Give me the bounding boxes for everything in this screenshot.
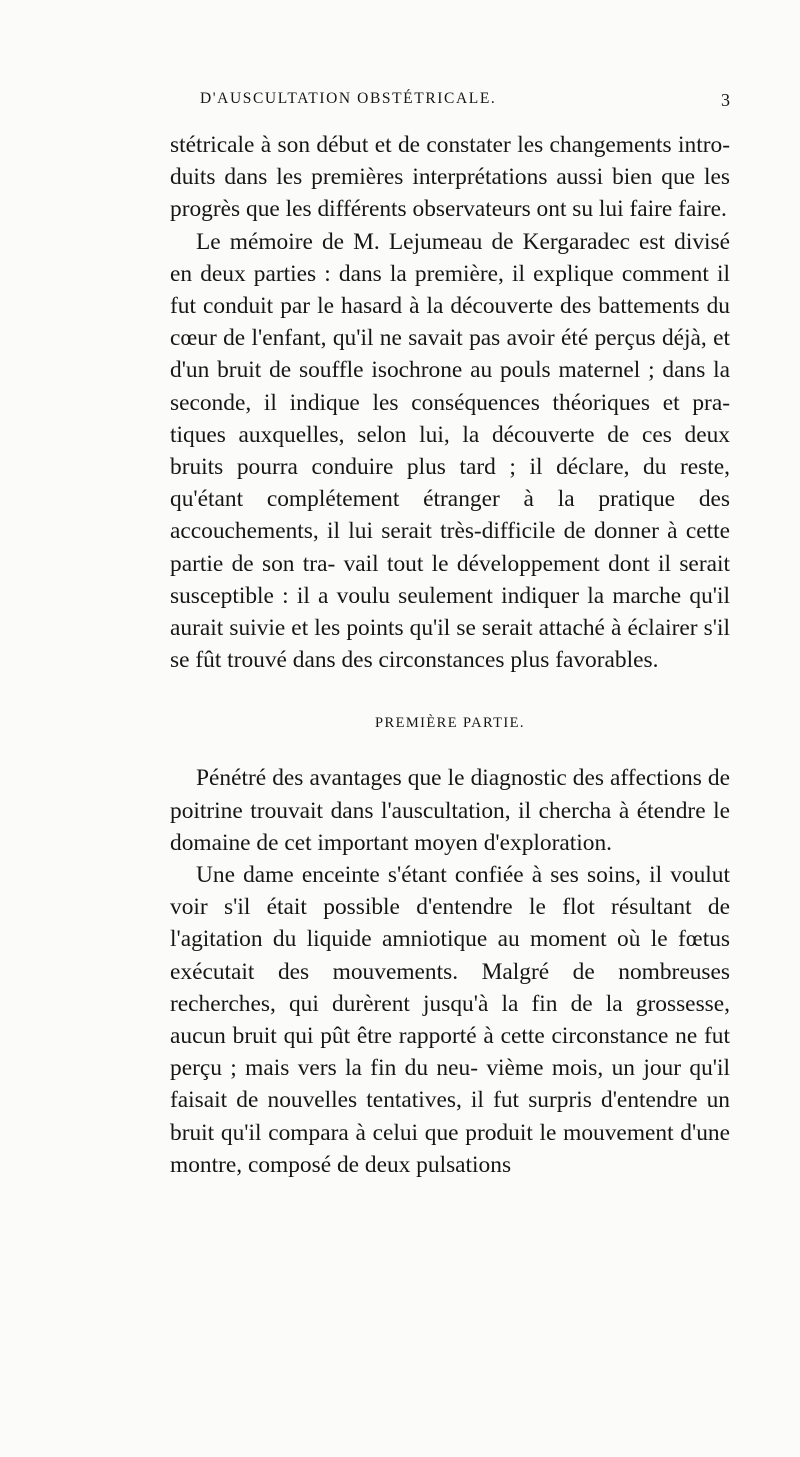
paragraph-penetre: Pénétré des avantages que le diagnostic des affections de poitrine trouvait dans l'auscultation, il chercha à étendre le domaine de cet important moyen d'exploration. bbox=[170, 765, 730, 856]
page-number: 3 bbox=[721, 90, 730, 110]
paragraph-memoire: Le mémoire de M. Lejumeau de Kergaradec est divisé en deux parties : dans la première, il explique comment il fut conduit par le hasard à la découverte des battements du cœur de l'enfant, qu'il ne savait pas avoir été perçus déjà, et d'un bruit de souffle isochrone au pouls maternel ; dans la seconde, il indique les conséquences théoriques et pra- tiques auxquelles, selon lui, la découverte de ces deux bruits pourra conduire plus tard ; il déclare, du reste, qu'étant complétement étranger à la pratique des accouchements, il lui serait très-difficile de donner à cette partie de son tra- vail tout le développement dont il serait susceptible : il a voulu seulement indiquer la marche qu'il aurait suivie et les points qu'il se serait attaché à éclairer s'il se fût trouvé dans des circonstances plus favorables. bbox=[170, 228, 730, 674]
body-text bbox=[170, 129, 730, 1181]
paragraph-dame-enceinte: Une dame enceinte s'étant confiée à ses soins, il voulut voir s'il était possible d'entendre le flot résultant de l'agitation du liquide amniotique au moment où le fœtus exécutait des mouvements. Malgré de nombreuses recherches, qui durèrent jusqu'à la fin de la grossesse, aucun bruit qui pût être rapporté à cette circonstance ne fut perçu ; mais vers la fin du neu- vième mois, un jour qu'il faisait de nouvelles tentatives, il fut surpris d'entendre un bruit qu'il compara à celui que produit le mouvement d'une montre, composé de deux pulsations bbox=[170, 862, 730, 1178]
page-header bbox=[170, 90, 730, 120]
paragraph-continuation: stétricale à son début et de constater les changements intro- duits dans les premières interprétations aussi bien que les progrès que les différents observateurs ont su lui faire faire. bbox=[170, 132, 730, 223]
running-head: D'AUSCULTATION OBSTÉTRICALE. bbox=[200, 90, 497, 107]
section-heading: PREMIÈRE PARTIE. bbox=[375, 715, 525, 732]
